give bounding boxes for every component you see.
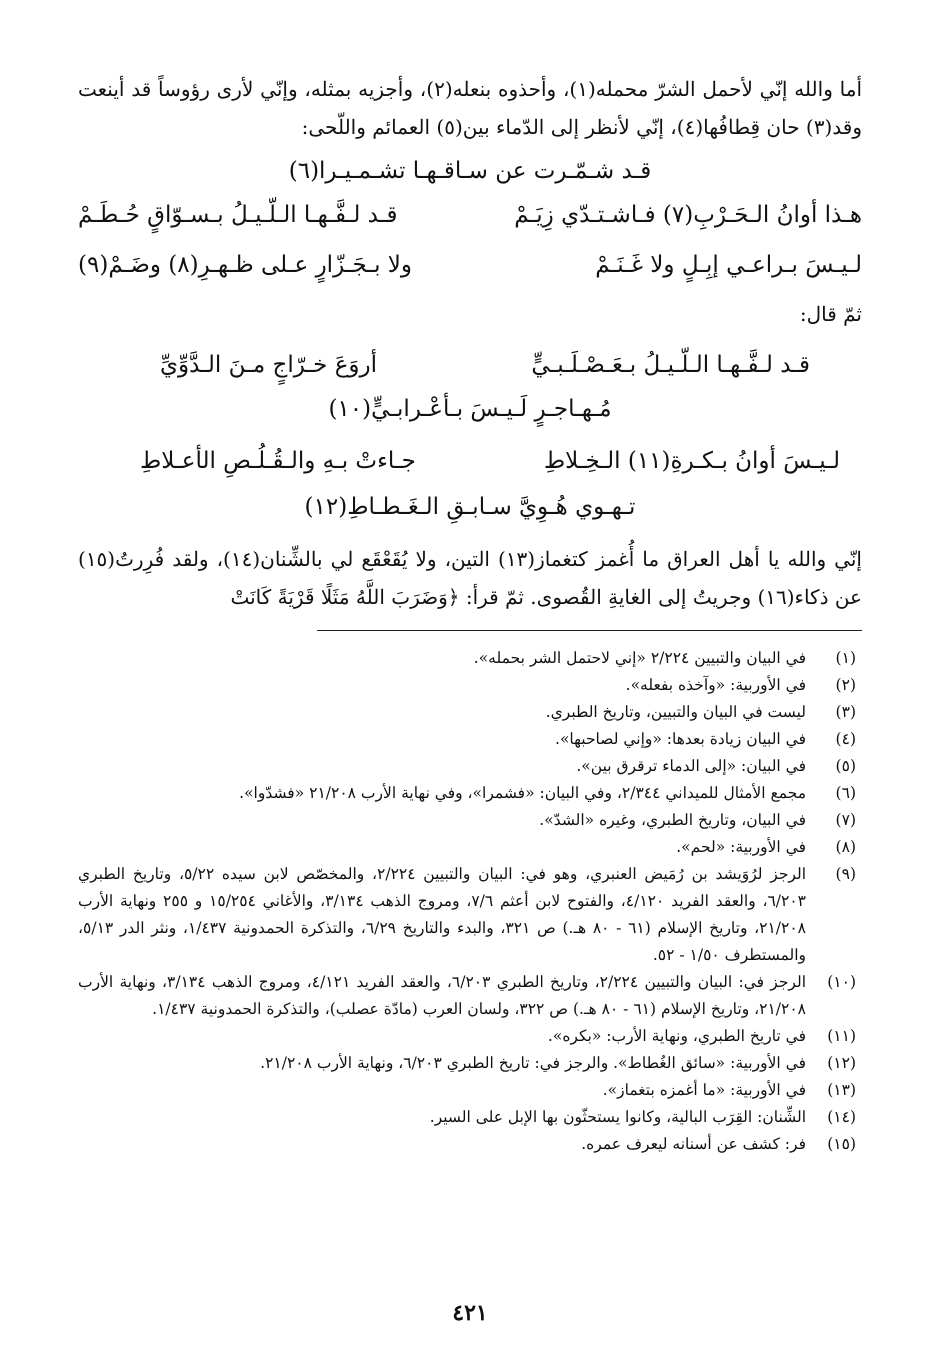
poem2-verse3-left: جـاءتْ بـهِ والـقُـلُـصِ الأعـلاطِ — [140, 448, 416, 474]
footnote — [78, 753, 862, 780]
footnote-number: (١٠) — [827, 973, 856, 991]
footnote — [78, 645, 862, 672]
footnote-text: في تاريخ الطبري، ونهاية الأرب: «بكره». — [547, 1027, 806, 1045]
footnote — [78, 807, 862, 834]
footnote-text: في الأوربية: «ما أغمزه بتغماز». — [602, 1081, 806, 1099]
footnote-text: في الأوربية: «وآخذه بفعله». — [625, 676, 806, 694]
footnote-text: في البيان والتبيين ٢/٢٢٤ «إني لاحتمل الشر بحمله». — [473, 649, 806, 667]
footnote — [78, 699, 862, 726]
prose-paragraph-2: إنّي والله يا أهل العراق ما أُغمز كتغماز(١٣) التين، ولا يُقَعْقَع لي بالشِّنان(١٤)، ولقد فُرِرتُ(١٥) عن ذكاء(١٦) وجريتُ إلى الغايةِ القُصوى. ثمّ قرأ: ﴿وَضَرَبَ اللَّهُ مَثَلًا قَرْيَةً كَانَتْ — [78, 547, 862, 609]
footnote-text: ليست في البيان والتبيين، وتاريخ الطبري. — [545, 703, 806, 721]
poem2-verse1-left: أروَعَ خـرّاجٍ مـنَ الـدَّوِّيِّ — [160, 352, 378, 378]
footnote-number: (٣) — [835, 703, 856, 721]
footnotes — [78, 645, 862, 1158]
footnote-text: في الأوربية: «سائق الغُطاط». والرجز في: تاريخ الطبري ٦/٢٠٣، ونهاية الأرب ٢١/٢٠٨. — [260, 1054, 806, 1072]
footnote-text: في البيان زيادة بعدها: «وإني لصاحبها». — [555, 730, 806, 748]
then-said-label: ثمّ قال: — [799, 302, 862, 326]
poem1-verse2-left: ولا بـجَـزّارٍ عـلى ظـهـرِ(٨) وضَـمْ(٩) — [78, 252, 413, 278]
footnote-number: (١) — [835, 649, 856, 667]
poem2-verse3-right: لـيـسَ أوانُ بـكـرةِ(١١) الـخِـلاطِ — [543, 448, 840, 474]
poem2-verse1-right: قـد لـفَّـهـا الـلّـيـلُ بـعَـصْـلَـبـيٍّ — [531, 352, 810, 378]
page-number: ٤٢١ — [452, 1300, 488, 1326]
footnote — [78, 672, 862, 699]
footnote — [78, 1077, 862, 1104]
footnote — [78, 834, 862, 861]
footnote-text: فر: كشف عن أسنانه ليعرف عمره. — [581, 1135, 806, 1153]
footnote — [78, 1050, 862, 1077]
footnote — [78, 861, 862, 969]
footnote-number: (١٢) — [827, 1054, 856, 1072]
footnote-number: (٤) — [835, 730, 856, 748]
footnote-text: في الأوربية: «لحم». — [676, 838, 806, 856]
footnote-number: (٨) — [835, 838, 856, 856]
footnote — [78, 726, 862, 753]
footnote — [78, 1104, 862, 1131]
footnote-number: (٢) — [835, 676, 856, 694]
footnote — [78, 969, 862, 1023]
footnote — [78, 1023, 862, 1050]
footnote-text: الرجز في: البيان والتبيين ٢/٢٢٤، وتاريخ الطبري ٦/٢٠٣، والعقد الفريد ٤/١٢١، ومروج الذهب ٣/١٣٤، ونهاية الأرب ٢١/٢٠٨، وتاريخ الإسلام (٦١ - ٨٠ هـ.) ص ٣٢٢، ولسان العرب (مادّة عصلب)، والتذكرة الحمدونية ١/٤٣٧. — [78, 973, 806, 1018]
poem1-line1: قـد شـمّـرت عن سـاقـهـا تشـمـيـرا(٦) — [288, 158, 652, 184]
footnote-text: في البيان، وتاريخ الطبري، وغيره «الشدّ». — [539, 811, 806, 829]
footnote-number: (٦) — [835, 784, 856, 802]
footnote-number: (٥) — [835, 757, 856, 775]
footnote — [78, 780, 862, 807]
footnote-text: الرجز لرُوَيشد بن رُمَيض العنبري، وهو في: البيان والتبيين ٢/٢٢٤، والمخصّص لابن سيده ٥/٢٢، وتاريخ الطبري ٦/٢٠٣، والعقد الفريد ٤/١٢٠، والفتوح لابن أعثم ٧/٦، ومروج الذهب ٣/١٣٤، والأغاني ١٥/٢٥٤ و ٢٥٥ ونهاية الأرب ٢١/٢٠٨، وتاريخ الإسلام (٦١ - ٨٠ هـ.) ص ٣٢١، والبدء والتاريخ ٦/٢٩، والتذكرة الحمدونية ١/٤٣٧، ونثر الدر ٥/١٣، والمستطرف ١/٥٠ - ٥٢. — [78, 865, 806, 964]
footnote-number: (٧) — [835, 811, 856, 829]
footnote-number: (١٥) — [827, 1135, 856, 1153]
footnote-text: مجمع الأمثال للميداني ٢/٣٤٤، وفي البيان: «فشمرا»، وفي نهاية الأرب ٢١/٢٠٨ «فشدّوا». — [239, 784, 806, 802]
footnote-text: في البيان: «إلى الدماء ترقرق بين». — [576, 757, 806, 775]
poem1-verse1-left: قـد لـفَّـهـا الـلّـيـلُ بـسـوّاقٍ حُـطَـمْ — [78, 202, 398, 228]
footnote-number: (١٣) — [827, 1081, 856, 1099]
poem1-verse1-right: هـذا أوانُ الـحَـرْبِ(٧) فـاشـتـدّي زِيَـمْ — [514, 202, 862, 228]
footnote-number: (١١) — [827, 1027, 856, 1045]
prose-paragraph-1: أما والله إنّي لأحمل الشرّ محمله(١)، وأحذوه بنعله(٢)، وأجزيه بمثله، وإنّي لأرى رؤوساً قد أينعت وقد(٣) حان قِطافُها(٤)، إنّي لأنظر إلى الدّماء بين(٥) العمائم واللّحى: — [78, 77, 863, 139]
poem2-line4: تـهـوي هُـوِيَّ سـابـقِ الـغَـطـاطِ(١٢) — [304, 494, 636, 520]
footnote-number: (١٤) — [827, 1108, 856, 1126]
footnote-divider — [317, 630, 862, 631]
poem1-verse2-right: لـيـسَ بـراعـي إبِـلٍ ولا غَـنَـمْ — [595, 252, 862, 278]
poem2-line2: مُـهـاجـرٍ لَـيـسَ بـأعْـرابـيٍّ(١٠) — [328, 396, 612, 422]
footnote-text: الشِّنان: القِرَب البالية، وكانوا يستحثّون بها الإبل على السير. — [429, 1108, 806, 1126]
footnote — [78, 1131, 862, 1158]
footnote-number: (٩) — [835, 865, 856, 883]
